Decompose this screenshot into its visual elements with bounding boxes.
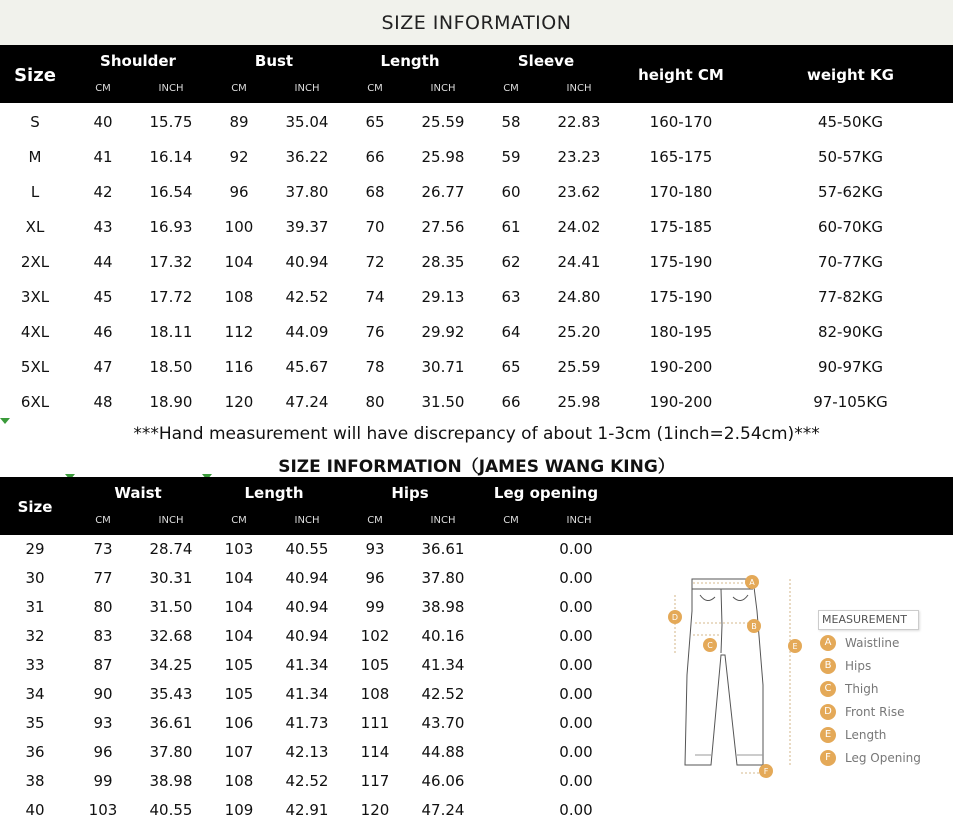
table-cell: 31.50 (149, 598, 193, 616)
sub-inch: INCH (294, 83, 320, 94)
table-cell: 108 (360, 685, 390, 703)
table-cell: 42.13 (285, 743, 329, 761)
table-cell: 104 (224, 569, 254, 587)
table-cell: 42.52 (421, 685, 465, 703)
table-cell: 73 (93, 540, 113, 558)
table-cell: 23.23 (557, 148, 601, 166)
table-cell: 90 (93, 685, 113, 703)
header-height: height CM (638, 66, 724, 84)
legend-item (820, 750, 921, 766)
header-length: Length (380, 52, 440, 70)
legend-label: Front Rise (845, 705, 905, 719)
table-cell: 42 (93, 183, 113, 201)
table-cell: 23.62 (557, 183, 601, 201)
table-cell: 180-195 (649, 323, 713, 341)
table-cell: 190-200 (649, 358, 713, 376)
size-info-title: SIZE INFORMATION (0, 0, 953, 45)
table-cell: 0.00 (559, 714, 593, 732)
legend-item (820, 681, 879, 697)
size-cell: 38 (25, 772, 45, 790)
table-cell: 50-57KG (817, 148, 884, 166)
table-cell: 34.25 (149, 656, 193, 674)
size-cell: 2XL (20, 253, 50, 271)
table-cell: 108 (224, 772, 254, 790)
table-cell: 40.94 (285, 598, 329, 616)
table-cell: 17.72 (149, 288, 193, 306)
table-cell: 45 (93, 288, 113, 306)
table-cell: 28.35 (421, 253, 465, 271)
table-cell: 64 (501, 323, 521, 341)
table-cell: 61 (501, 218, 521, 236)
table-cell: 96 (93, 743, 113, 761)
table-cell: 120 (224, 393, 254, 411)
measurement-legend-title: MEASUREMENT (818, 610, 919, 630)
sub-inch: INCH (430, 515, 456, 526)
table-cell: 41.34 (285, 656, 329, 674)
measurement-note: ***Hand measurement will have discrepancy of about 1-3cm (1inch=2.54cm)*** (133, 424, 820, 444)
marker-c-label: C (707, 641, 713, 650)
table-cell: 93 (365, 540, 385, 558)
sub-cm: CM (367, 83, 383, 94)
size-cell: S (30, 113, 40, 131)
legend-label: Thigh (845, 682, 879, 696)
table-cell: 36.22 (285, 148, 329, 166)
table-cell: 29.92 (421, 323, 465, 341)
table2-body (0, 535, 620, 825)
table-cell: 160-170 (649, 113, 713, 131)
table-cell: 106 (224, 714, 254, 732)
table-cell: 42.91 (285, 801, 329, 819)
table-cell: 38.98 (421, 598, 465, 616)
legend-marker-icon: D (820, 704, 836, 720)
table-cell: 116 (224, 358, 254, 376)
table-cell: 39.37 (285, 218, 329, 236)
sub-inch: INCH (566, 515, 592, 526)
table-cell: 109 (224, 801, 254, 819)
table-cell: 104 (224, 253, 254, 271)
size-cell: 34 (25, 685, 45, 703)
header-leg-opening: Leg opening (493, 484, 599, 502)
table-cell: 72 (365, 253, 385, 271)
legend-label: Hips (845, 659, 872, 673)
legend-item (820, 704, 904, 720)
table-cell: 25.59 (557, 358, 601, 376)
table-cell: 96 (365, 569, 385, 587)
header-bust: Bust (254, 52, 294, 70)
size-cell: 5XL (20, 358, 50, 376)
table-cell: 47.24 (285, 393, 329, 411)
table-cell: 83 (93, 627, 113, 645)
table-cell: 102 (360, 627, 390, 645)
sub-inch: INCH (430, 83, 456, 94)
table-cell: 18.11 (149, 323, 193, 341)
table-cell: 44 (93, 253, 113, 271)
table-cell: 43 (93, 218, 113, 236)
sub-inch: INCH (294, 515, 320, 526)
table-cell: 28.74 (149, 540, 193, 558)
header-weight: weight KG (807, 66, 894, 84)
table-cell: 25.98 (421, 148, 465, 166)
size-cell: 29 (25, 540, 45, 558)
table-cell: 165-175 (649, 148, 713, 166)
legend-marker-icon: B (820, 658, 836, 674)
legend-item (820, 727, 886, 743)
table-cell: 63 (501, 288, 521, 306)
table-cell: 0.00 (559, 743, 593, 761)
table-cell: 0.00 (559, 801, 593, 819)
table-cell: 76 (365, 323, 385, 341)
table-cell: 104 (224, 627, 254, 645)
table-cell: 41.34 (421, 656, 465, 674)
sub-inch: INCH (158, 83, 184, 94)
corner-mark (0, 418, 10, 424)
legend-marker-icon: A (820, 635, 836, 651)
header-size: Size (14, 65, 56, 86)
table-cell: 45.67 (285, 358, 329, 376)
table-cell: 80 (365, 393, 385, 411)
table-cell: 40.55 (149, 801, 193, 819)
table-cell: 66 (501, 393, 521, 411)
table2-header (0, 477, 953, 535)
table-cell: 0.00 (559, 772, 593, 790)
marker-e-label: E (792, 642, 798, 651)
table-cell: 40.16 (421, 627, 465, 645)
table-cell: 82-90KG (817, 323, 884, 341)
legend-marker-icon: F (820, 750, 836, 766)
table-cell: 107 (224, 743, 254, 761)
table-cell: 31.50 (421, 393, 465, 411)
table-cell: 26.77 (421, 183, 465, 201)
table-cell: 77 (93, 569, 113, 587)
table-cell: 38.98 (149, 772, 193, 790)
table-cell: 57-62KG (817, 183, 884, 201)
sub-cm: CM (231, 515, 247, 526)
table-cell: 32.68 (149, 627, 193, 645)
table-cell: 105 (360, 656, 390, 674)
table-cell: 59 (501, 148, 521, 166)
table-cell: 25.20 (557, 323, 601, 341)
table-cell: 92 (229, 148, 249, 166)
table-cell: 87 (93, 656, 113, 674)
legend-marker-icon: C (820, 681, 836, 697)
table-cell: 18.50 (149, 358, 193, 376)
table-cell: 47 (93, 358, 113, 376)
table-cell: 40.94 (285, 569, 329, 587)
header-shoulder: Shoulder (100, 52, 176, 70)
table-cell: 175-185 (649, 218, 713, 236)
table-cell: 112 (224, 323, 254, 341)
size-cell: 36 (25, 743, 45, 761)
header-sleeve: Sleeve (517, 52, 575, 70)
table-cell: 108 (224, 288, 254, 306)
table-cell: 36.61 (149, 714, 193, 732)
table-cell: 114 (360, 743, 390, 761)
table-cell: 0.00 (559, 598, 593, 616)
table-cell: 105 (224, 656, 254, 674)
header-size: Size (17, 498, 53, 516)
legend-marker-icon: E (820, 727, 836, 743)
table-cell: 120 (360, 801, 390, 819)
legend-label: Leg Opening (845, 751, 921, 765)
table-cell: 93 (93, 714, 113, 732)
size-cell: 35 (25, 714, 45, 732)
table-cell: 16.93 (149, 218, 193, 236)
sub-cm: CM (367, 515, 383, 526)
sub-cm: CM (231, 83, 247, 94)
table-cell: 99 (93, 772, 113, 790)
table-cell: 170-180 (649, 183, 713, 201)
table-cell: 0.00 (559, 627, 593, 645)
table-cell: 74 (365, 288, 385, 306)
table-cell: 0.00 (559, 540, 593, 558)
size-cell: 6XL (20, 393, 50, 411)
table-cell: 37.80 (285, 183, 329, 201)
table-cell: 18.90 (149, 393, 193, 411)
legend-label: Length (845, 728, 887, 742)
table-cell: 70 (365, 218, 385, 236)
table-cell: 66 (365, 148, 385, 166)
table-cell: 96 (229, 183, 249, 201)
table-cell: 103 (224, 540, 254, 558)
table-cell: 60 (501, 183, 521, 201)
marker-b-label: B (751, 622, 757, 631)
table-cell: 68 (365, 183, 385, 201)
table-cell: 77-82KG (817, 288, 884, 306)
table-cell: 44.09 (285, 323, 329, 341)
table-cell: 97-105KG (813, 393, 888, 411)
table-cell: 17.32 (149, 253, 193, 271)
table-cell: 99 (365, 598, 385, 616)
size-cell: XL (25, 218, 45, 236)
table-cell: 30.31 (149, 569, 193, 587)
table-cell: 111 (360, 714, 390, 732)
table-cell: 104 (224, 598, 254, 616)
table-cell: 43.70 (421, 714, 465, 732)
table-cell: 175-190 (649, 288, 713, 306)
table-cell: 37.80 (149, 743, 193, 761)
table-cell: 35.04 (285, 113, 329, 131)
table-cell: 60-70KG (817, 218, 884, 236)
table-cell: 15.75 (149, 113, 193, 131)
sub-cm: CM (503, 515, 519, 526)
table-cell: 80 (93, 598, 113, 616)
table-cell: 30.71 (421, 358, 465, 376)
table-cell: 42.52 (285, 288, 329, 306)
table1-header (0, 45, 953, 103)
sub-inch: INCH (158, 515, 184, 526)
table-cell: 40 (93, 113, 113, 131)
sub-inch: INCH (566, 83, 592, 94)
size-cell: L (30, 183, 40, 201)
size-cell: 33 (25, 656, 45, 674)
size-cell: 31 (25, 598, 45, 616)
table-cell: 36.61 (421, 540, 465, 558)
table-cell: 48 (93, 393, 113, 411)
table1-body (0, 103, 953, 423)
table-cell: 24.80 (557, 288, 601, 306)
table-cell: 29.13 (421, 288, 465, 306)
table-cell: 0.00 (559, 656, 593, 674)
table-cell: 46 (93, 323, 113, 341)
table-cell: 44.88 (421, 743, 465, 761)
table-cell: 78 (365, 358, 385, 376)
marker-d-label: D (671, 613, 679, 622)
table-cell: 117 (360, 772, 390, 790)
sub-cm: CM (95, 83, 111, 94)
table-cell: 190-200 (649, 393, 713, 411)
legend-item (820, 635, 899, 651)
table-cell: 41.34 (285, 685, 329, 703)
table-cell: 65 (501, 358, 521, 376)
header-hips: Hips (391, 484, 429, 502)
marker-a-label: A (749, 578, 755, 587)
size-cell: M (28, 148, 42, 166)
header-length: Length (244, 484, 304, 502)
table-cell: 35.43 (149, 685, 193, 703)
size-cell: 32 (25, 627, 45, 645)
table-cell: 70-77KG (817, 253, 884, 271)
table-cell: 25.98 (557, 393, 601, 411)
table-cell: 40.94 (285, 627, 329, 645)
table-cell: 100 (224, 218, 254, 236)
legend-item (820, 658, 871, 674)
table-cell: 105 (224, 685, 254, 703)
table-cell: 0.00 (559, 685, 593, 703)
table-cell: 16.14 (149, 148, 193, 166)
table-cell: 0.00 (559, 569, 593, 587)
table-cell: 65 (365, 113, 385, 131)
table-cell: 41.73 (285, 714, 329, 732)
table-cell: 27.56 (421, 218, 465, 236)
table-cell: 175-190 (649, 253, 713, 271)
table-cell: 45-50KG (817, 113, 884, 131)
table-cell: 103 (88, 801, 118, 819)
size-info-title-2: SIZE INFORMATION（JAMES WANG KING） (278, 457, 675, 477)
header-waist: Waist (114, 484, 162, 502)
size-cell: 4XL (20, 323, 50, 341)
size-cell: 3XL (20, 288, 50, 306)
table-cell: 47.24 (421, 801, 465, 819)
table-cell: 37.80 (421, 569, 465, 587)
table-cell: 42.52 (285, 772, 329, 790)
pants-measurement-diagram (655, 565, 815, 785)
table-cell: 40.94 (285, 253, 329, 271)
table-cell: 24.41 (557, 253, 601, 271)
table-cell: 16.54 (149, 183, 193, 201)
table-cell: 58 (501, 113, 521, 131)
table-cell: 89 (229, 113, 249, 131)
table-cell: 22.83 (557, 113, 601, 131)
size-cell: 30 (25, 569, 45, 587)
sub-cm: CM (95, 515, 111, 526)
table-cell: 24.02 (557, 218, 601, 236)
table-cell: 46.06 (421, 772, 465, 790)
legend-label: Waistline (845, 636, 900, 650)
marker-f-label: F (763, 767, 769, 776)
table-cell: 25.59 (421, 113, 465, 131)
table-cell: 62 (501, 253, 521, 271)
table-cell: 40.55 (285, 540, 329, 558)
table-cell: 90-97KG (817, 358, 884, 376)
table-cell: 41 (93, 148, 113, 166)
sub-cm: CM (503, 83, 519, 94)
size-cell: 40 (25, 801, 45, 819)
